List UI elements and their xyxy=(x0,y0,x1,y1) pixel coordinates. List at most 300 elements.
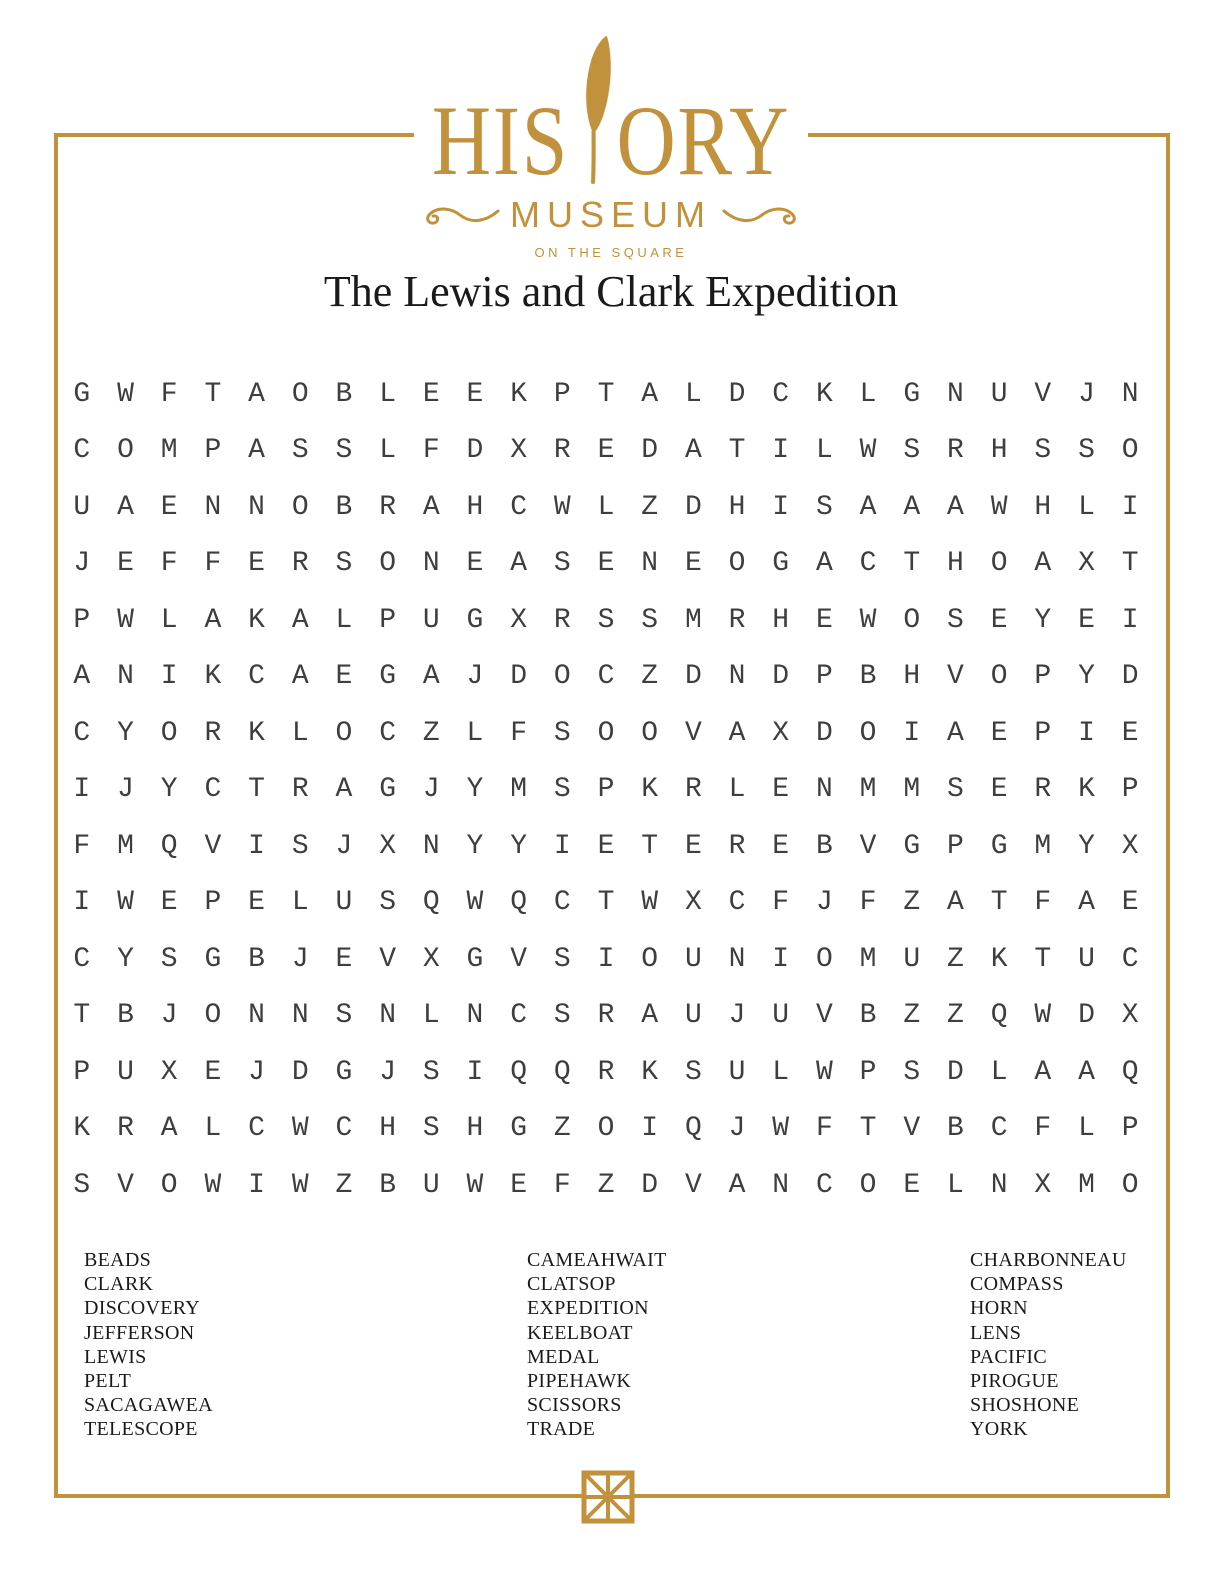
grid-letter: R xyxy=(728,604,746,636)
grid-letter: O xyxy=(990,548,1008,580)
grid-letter: B xyxy=(248,943,265,975)
grid-letter: E xyxy=(117,548,134,580)
grid-letter: S xyxy=(335,1000,353,1032)
grid-letter: A xyxy=(422,661,440,693)
grid-letter: C xyxy=(510,491,528,523)
grid-letter: Y xyxy=(1034,604,1052,636)
grid-letter: X xyxy=(1121,830,1139,862)
grid-letter: E xyxy=(1078,604,1095,636)
grid-letter: J xyxy=(248,1056,265,1088)
grid-letter: E xyxy=(903,1169,921,1201)
grid-letter: A xyxy=(728,717,746,749)
word-column xyxy=(84,1248,213,1442)
grid-letter: N xyxy=(466,1000,484,1032)
grid-letter: X xyxy=(379,830,396,862)
grid-letter: L xyxy=(728,774,746,806)
grid-letter: F xyxy=(510,717,528,749)
grid-letter: V xyxy=(684,717,702,749)
grid-letter: Z xyxy=(597,1169,615,1201)
grid-letter: L xyxy=(291,887,309,919)
grid-letter: U xyxy=(903,943,921,975)
grid-letter: E xyxy=(1121,717,1139,749)
word-item: PACIFIC xyxy=(970,1345,1047,1368)
grid-letter: L xyxy=(815,435,833,467)
grid-letter: Y xyxy=(1078,661,1095,693)
word-item: CHARBONNEAU xyxy=(970,1249,1127,1271)
grid-letter: E xyxy=(248,887,265,919)
grid-letter: L xyxy=(990,1056,1008,1088)
word-item: PIPEHAWK xyxy=(527,1370,632,1393)
grid-letter: C xyxy=(990,1113,1008,1145)
grid-letter: P xyxy=(1121,1113,1139,1145)
grid-letter: A xyxy=(204,604,222,636)
swirl-left-icon xyxy=(420,202,500,228)
grid-letter: U xyxy=(422,604,440,636)
grid-letter: O xyxy=(1121,1169,1139,1201)
grid-letter: E xyxy=(335,661,353,693)
grid-letter: E xyxy=(466,548,484,580)
grid-letter: Q xyxy=(1121,1056,1139,1088)
grid-letter: S xyxy=(947,774,964,806)
word-item: CLATSOP xyxy=(527,1273,616,1296)
grid-letter: I xyxy=(1121,491,1139,523)
grid-letter: C xyxy=(73,435,91,467)
grid-letter: C xyxy=(859,548,877,580)
grid-letter: E xyxy=(335,943,353,975)
grid-letter: D xyxy=(772,661,790,693)
grid-letter: N xyxy=(204,491,222,523)
grid-letter: W xyxy=(466,887,484,919)
grid-letter: N xyxy=(990,1169,1008,1201)
grid-letter: X xyxy=(1034,1169,1052,1201)
grid-letter: Q xyxy=(684,1113,702,1145)
grid-letter: B xyxy=(335,378,353,410)
grid-letter: T xyxy=(990,887,1008,919)
grid-letter: X xyxy=(1078,548,1095,580)
grid-letter: O xyxy=(641,943,659,975)
grid-letter: C xyxy=(204,774,222,806)
grid-letter: A xyxy=(1034,548,1052,580)
grid-letter: Z xyxy=(641,661,659,693)
grid-letter: A xyxy=(291,604,309,636)
grid-letter: T xyxy=(641,830,659,862)
grid-letter: G xyxy=(73,378,91,410)
grid-letter: R xyxy=(553,604,571,636)
grid-letter: E xyxy=(160,491,178,523)
grid-letter: H xyxy=(466,491,484,523)
grid-letter: G xyxy=(772,548,790,580)
grid-letter: H xyxy=(1034,491,1052,523)
grid-letter: A xyxy=(815,548,833,580)
grid-letter: L xyxy=(1078,491,1095,523)
grid-letter: Z xyxy=(903,887,921,919)
grid-letter: V xyxy=(204,830,222,862)
grid-letter: W xyxy=(641,887,659,919)
grid-letter: G xyxy=(903,378,921,410)
grid-letter: Y xyxy=(1078,830,1095,862)
grid-letter: J xyxy=(422,774,440,806)
grid-letter: G xyxy=(903,830,921,862)
grid-letter: N xyxy=(772,1169,790,1201)
grid-letter: F xyxy=(772,887,790,919)
grid-letter: Q xyxy=(510,887,528,919)
grid-letter: T xyxy=(1121,548,1139,580)
grid-letter: Z xyxy=(947,943,964,975)
grid-letter: S xyxy=(335,435,353,467)
grid-letter: V xyxy=(684,1169,702,1201)
word-item: KEELBOAT xyxy=(527,1321,633,1344)
grid-letter: S xyxy=(73,1169,91,1201)
word-item: SACAGAWEA xyxy=(84,1394,213,1417)
grid-letter: E xyxy=(815,604,833,636)
grid-letter: S xyxy=(553,717,571,749)
grid-letter: J xyxy=(335,830,353,862)
grid-letter: K xyxy=(204,661,222,693)
grid-letter: K xyxy=(1078,774,1095,806)
grid-letter: L xyxy=(160,604,178,636)
grid-letter: M xyxy=(510,774,528,806)
grid-letter: M xyxy=(684,604,702,636)
swirl-right-icon xyxy=(722,202,802,228)
grid-letter: L xyxy=(335,604,353,636)
grid-letter: O xyxy=(160,717,178,749)
grid-letter: S xyxy=(1034,435,1052,467)
word-item: JEFFERSON xyxy=(84,1321,195,1344)
grid-letter: E xyxy=(772,830,790,862)
logo-history-part1: HIS xyxy=(431,85,569,196)
grid-letter: R xyxy=(291,548,309,580)
grid-letter: C xyxy=(815,1169,833,1201)
grid-letter: O xyxy=(815,943,833,975)
grid-letter: S xyxy=(160,943,178,975)
grid-letter: U xyxy=(728,1056,746,1088)
grid-letter: Q xyxy=(422,887,440,919)
grid-letter: T xyxy=(1034,943,1052,975)
grid-letter: U xyxy=(335,887,353,919)
grid-letter: B xyxy=(379,1169,396,1201)
grid-letter: Q xyxy=(553,1056,571,1088)
grid-letter: Y xyxy=(117,717,134,749)
grid-letter: F xyxy=(160,378,178,410)
word-item: PIROGUE xyxy=(970,1370,1059,1393)
word-item: DISCOVERY xyxy=(84,1297,201,1320)
grid-letter: I xyxy=(772,491,790,523)
grid-letter: A xyxy=(422,491,440,523)
grid-letter: C xyxy=(73,943,91,975)
grid-letter: I xyxy=(903,717,921,749)
grid-letter: R xyxy=(291,774,309,806)
grid-letter: K xyxy=(641,1056,659,1088)
grid-letter: A xyxy=(859,491,877,523)
grid-letter: H xyxy=(772,604,790,636)
word-item: BEADS xyxy=(84,1249,152,1271)
grid-letter: A xyxy=(1078,1056,1095,1088)
grid-letter: Q xyxy=(160,830,178,862)
grid-letter: S xyxy=(815,491,833,523)
grid-letter: B xyxy=(335,491,353,523)
grid-letter: Z xyxy=(422,717,440,749)
grid-letter: I xyxy=(1078,717,1095,749)
grid-letter: P xyxy=(553,378,571,410)
square-emblem-icon xyxy=(581,1470,635,1524)
grid-letter: O xyxy=(291,491,309,523)
grid-letter: A xyxy=(1078,887,1095,919)
grid-letter: S xyxy=(335,548,353,580)
grid-letter: A xyxy=(1034,1056,1052,1088)
grid-letter: G xyxy=(204,943,222,975)
grid-letter: S xyxy=(291,830,309,862)
grid-letter: V xyxy=(117,1169,134,1201)
grid-letter: T xyxy=(73,1000,91,1032)
grid-letter: E xyxy=(510,1169,528,1201)
grid-letter: J xyxy=(73,548,91,580)
grid-letter: W xyxy=(117,604,134,636)
grid-letter: D xyxy=(510,661,528,693)
word-search-grid xyxy=(60,366,1152,1214)
grid-letter: L xyxy=(859,378,877,410)
grid-letter: E xyxy=(684,830,702,862)
grid-letter: C xyxy=(335,1113,353,1145)
grid-letter: P xyxy=(947,830,964,862)
grid-letter: L xyxy=(947,1169,964,1201)
grid-letter: F xyxy=(1034,887,1052,919)
grid-letter: G xyxy=(990,830,1008,862)
grid-letter: Y xyxy=(466,830,484,862)
grid-letter: A xyxy=(947,491,964,523)
grid-letter: W xyxy=(291,1169,309,1201)
grid-letter: Z xyxy=(641,491,659,523)
grid-letter: E xyxy=(990,774,1008,806)
grid-letter: R xyxy=(597,1056,615,1088)
grid-letter: T xyxy=(248,774,265,806)
grid-letter: K xyxy=(641,774,659,806)
word-item: YORK xyxy=(970,1418,1028,1441)
grid-letter: U xyxy=(73,491,91,523)
grid-letter: N xyxy=(291,1000,309,1032)
grid-letter: R xyxy=(204,717,222,749)
grid-letter: D xyxy=(1121,661,1139,693)
grid-letter: A xyxy=(728,1169,746,1201)
grid-letter: S xyxy=(291,435,309,467)
grid-letter: J xyxy=(815,887,833,919)
grid-letter: N xyxy=(379,1000,396,1032)
grid-letter: O xyxy=(553,661,571,693)
grid-letter: Z xyxy=(553,1113,571,1145)
grid-letter: D xyxy=(947,1056,964,1088)
grid-letter: U xyxy=(990,378,1008,410)
grid-letter: M xyxy=(1034,830,1052,862)
grid-letter: F xyxy=(859,887,877,919)
grid-letter: D xyxy=(466,435,484,467)
grid-letter: O xyxy=(1121,435,1139,467)
grid-letter: U xyxy=(772,1000,790,1032)
grid-letter: O xyxy=(291,378,309,410)
grid-letter: D xyxy=(728,378,746,410)
grid-letter: G xyxy=(379,661,396,693)
grid-letter: C xyxy=(379,717,396,749)
grid-letter: F xyxy=(1034,1113,1052,1145)
grid-letter: S xyxy=(1078,435,1095,467)
word-item: SCISSORS xyxy=(527,1394,622,1417)
grid-letter: N xyxy=(248,491,265,523)
museum-logo xyxy=(0,0,1222,260)
grid-letter: B xyxy=(859,661,877,693)
grid-letter: C xyxy=(553,887,571,919)
grid-letter: K xyxy=(73,1113,91,1145)
grid-letter: G xyxy=(379,774,396,806)
grid-letter: U xyxy=(117,1056,134,1088)
word-item: TELESCOPE xyxy=(84,1418,198,1441)
grid-letter: T xyxy=(728,435,746,467)
grid-letter: I xyxy=(248,1169,265,1201)
grid-letter: Y xyxy=(466,774,484,806)
grid-letter: X xyxy=(160,1056,178,1088)
grid-letter: A xyxy=(117,491,134,523)
grid-letter: S xyxy=(684,1056,702,1088)
grid-letter: W xyxy=(117,887,134,919)
grid-letter: A xyxy=(641,1000,659,1032)
grid-letter: P xyxy=(379,604,396,636)
grid-letter: B xyxy=(117,1000,134,1032)
grid-letter: I xyxy=(597,943,615,975)
grid-letter: M xyxy=(160,435,178,467)
grid-letter: X xyxy=(510,435,528,467)
grid-letter: C xyxy=(73,717,91,749)
grid-letter: A xyxy=(903,491,921,523)
word-item: MEDAL xyxy=(527,1345,600,1368)
grid-letter: E xyxy=(204,1056,222,1088)
grid-letter: P xyxy=(204,887,222,919)
grid-letter: O xyxy=(204,1000,222,1032)
grid-letter: B xyxy=(859,1000,877,1032)
grid-letter: P xyxy=(597,774,615,806)
frame-left-border xyxy=(54,133,58,1498)
grid-letter: H xyxy=(947,548,964,580)
grid-letter: R xyxy=(1034,774,1052,806)
grid-letter: H xyxy=(990,435,1008,467)
grid-letter: C xyxy=(772,378,790,410)
grid-letter: T xyxy=(597,887,615,919)
grid-letter: A xyxy=(947,887,964,919)
grid-letter: V xyxy=(859,830,877,862)
grid-letter: W xyxy=(990,491,1008,523)
grid-letter: L xyxy=(379,378,396,410)
grid-letter: U xyxy=(1078,943,1095,975)
grid-letter: I xyxy=(73,887,91,919)
grid-letter: D xyxy=(684,491,702,523)
grid-letter: W xyxy=(772,1113,790,1145)
grid-letter: S xyxy=(553,943,571,975)
grid-letter: S xyxy=(641,604,659,636)
grid-letter: S xyxy=(903,1056,921,1088)
grid-letter: E xyxy=(772,774,790,806)
grid-letter: C xyxy=(248,1113,265,1145)
grid-letter: O xyxy=(728,548,746,580)
logo-tagline: ON THE SQUARE xyxy=(534,245,688,260)
grid-letter: V xyxy=(815,1000,833,1032)
grid-letter: O xyxy=(859,717,877,749)
grid-letter: W xyxy=(553,491,571,523)
grid-letter: L xyxy=(466,717,484,749)
logo-history-text xyxy=(110,84,1112,196)
grid-letter: N xyxy=(947,378,964,410)
grid-letter: J xyxy=(728,1113,746,1145)
grid-letter: P xyxy=(1034,717,1052,749)
grid-letter: E xyxy=(597,548,615,580)
grid-letter: O xyxy=(160,1169,178,1201)
grid-letter: D xyxy=(291,1056,309,1088)
word-column xyxy=(527,1248,667,1442)
grid-letter: X xyxy=(772,717,790,749)
grid-letter: I xyxy=(73,774,91,806)
grid-letter: I xyxy=(553,830,571,862)
grid-letter: A xyxy=(684,435,702,467)
grid-letter: O xyxy=(597,717,615,749)
grid-letter: G xyxy=(510,1113,528,1145)
grid-letter: R xyxy=(947,435,964,467)
grid-letter: I xyxy=(641,1113,659,1145)
grid-letter: J xyxy=(379,1056,396,1088)
grid-letter: Y xyxy=(510,830,528,862)
grid-letter: V xyxy=(1034,378,1052,410)
grid-letter: M xyxy=(117,830,134,862)
grid-letter: K xyxy=(990,943,1008,975)
grid-letter: H xyxy=(728,491,746,523)
grid-letter: M xyxy=(859,943,877,975)
grid-letter: E xyxy=(422,378,440,410)
grid-letter: K xyxy=(248,717,265,749)
grid-letter: A xyxy=(248,378,265,410)
grid-letter: O xyxy=(379,548,396,580)
grid-letter: X xyxy=(1121,1000,1139,1032)
word-item: TRADE xyxy=(527,1418,596,1441)
grid-letter: N xyxy=(1121,378,1139,410)
grid-letter: B xyxy=(815,830,833,862)
grid-letter: A xyxy=(248,435,265,467)
grid-letter: X xyxy=(684,887,702,919)
grid-letter: H xyxy=(903,661,921,693)
grid-letter: J xyxy=(728,1000,746,1032)
grid-letter: E xyxy=(1121,887,1139,919)
grid-letter: T xyxy=(597,378,615,410)
grid-letter: L xyxy=(204,1113,222,1145)
grid-letter: U xyxy=(684,943,702,975)
grid-letter: C xyxy=(728,887,746,919)
grid-letter: N xyxy=(422,548,440,580)
grid-letter: F xyxy=(815,1113,833,1145)
grid-letter: O xyxy=(117,435,134,467)
word-item: EXPEDITION xyxy=(527,1297,649,1320)
grid-letter: T xyxy=(204,378,222,410)
grid-letter: O xyxy=(859,1169,877,1201)
grid-letter: J xyxy=(466,661,484,693)
grid-letter: L xyxy=(291,717,309,749)
grid-letter: W xyxy=(859,604,877,636)
grid-letter: Z xyxy=(947,1000,964,1032)
logo-museum-text: MUSEUM xyxy=(510,194,712,235)
grid-letter: E xyxy=(466,378,484,410)
grid-letter: C xyxy=(1121,943,1139,975)
grid-letter: R xyxy=(684,774,702,806)
grid-letter: W xyxy=(466,1169,484,1201)
grid-letter: T xyxy=(903,548,921,580)
grid-letter: H xyxy=(379,1113,396,1145)
grid-letter: Z xyxy=(903,1000,921,1032)
word-column xyxy=(970,1248,1127,1442)
grid-letter: J xyxy=(117,774,134,806)
grid-letter: W xyxy=(117,378,134,410)
grid-letter: O xyxy=(903,604,921,636)
